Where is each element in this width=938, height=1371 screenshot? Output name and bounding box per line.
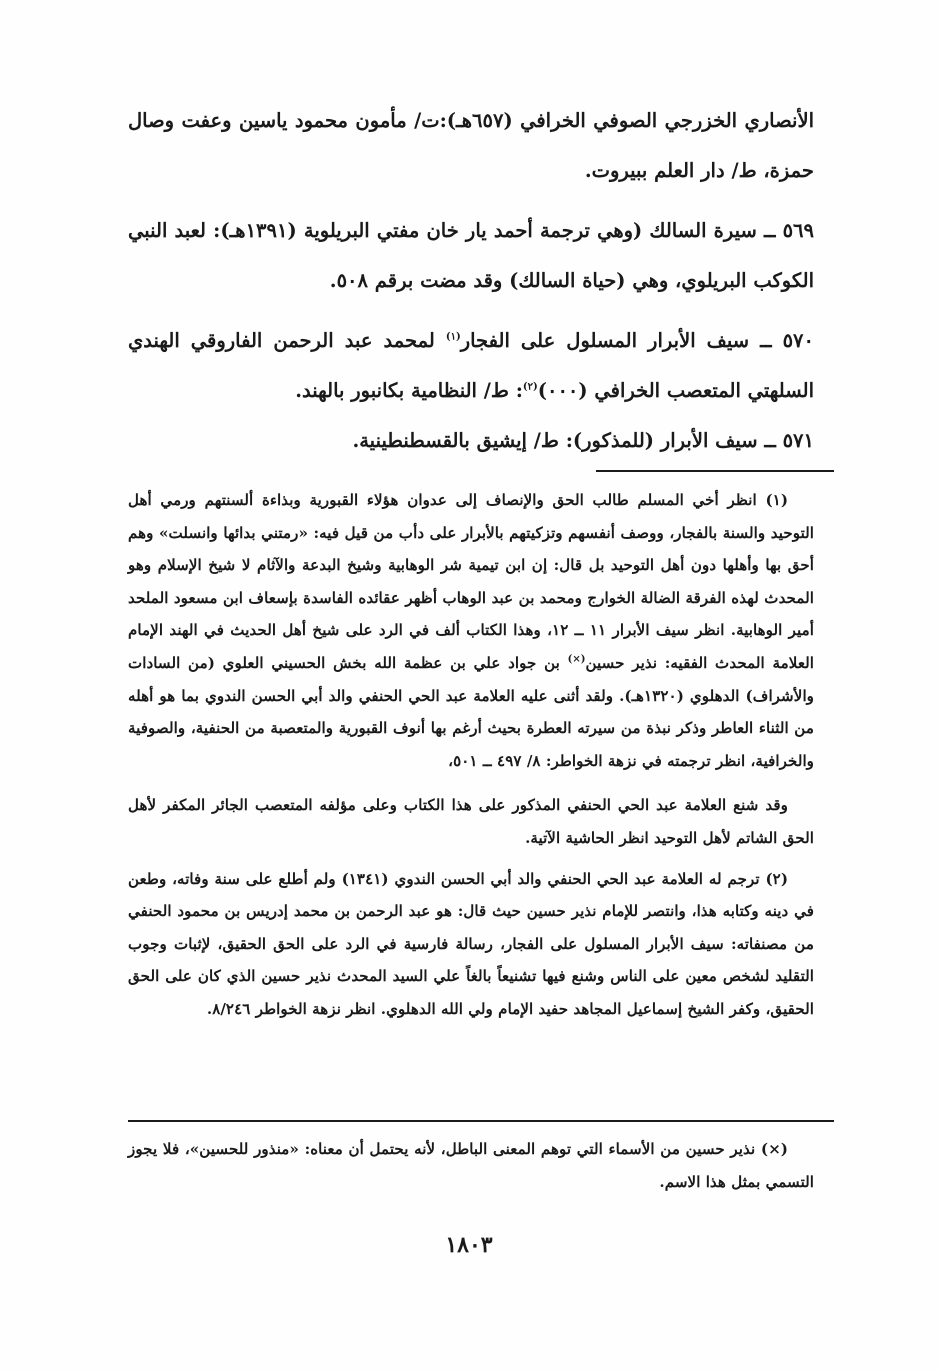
footnotes-section — [128, 484, 814, 1026]
entry-570-part2: لمحمد عبد الرحمن الفاروقي الهندي السلهتي المتعصب الخرافي (٠٠٠) — [128, 329, 814, 402]
footnote-ref-2: (٢) — [522, 381, 538, 393]
footnote-ref-x: (×) — [567, 653, 586, 665]
sub-footnotes-section — [128, 1133, 814, 1198]
entry-continuation: الأنصاري الخزرجي الصوفي الخرافي (٦٥٧هـ):ت/ مأمون محمود ياسين وعفت وصال حمزة، ط/ دار العلم ببيروت. — [128, 109, 814, 182]
footnote-1-part2: بن جواد علي بن عظمة الله بخش الحسيني العلوي (من السادات والأشراف) الدهلوي (١٣٢٠هـ). ولقد أثنى عليه العلامة عبد الحي الحنفي والد أبي الحسن الندوي بما هو أهله من الثناء العاطر وذكر نبذة من سيرته العطرة بحيث أرغم بها أنوف القبورية والمتعصبة من الحنفية، والصوفية والخرافية، انظر ترجمته في نزهة الخواطر: ٨/ ٤٩٧ ــ ٥٠١، — [128, 653, 814, 770]
entry-570-part1: ٥٧٠ ــ سيف الأبرار المسلول على الفجار — [460, 329, 814, 352]
main-text — [128, 96, 814, 466]
page-number: ١٨٠٣ — [445, 1232, 493, 1258]
footnote-x: (×) نذير حسين من الأسماء التي توهم المعنى الباطل، لأنه يحتمل أن معناه: «منذور للحسين»، فلا يجوز التسمي بمثل هذا الاسم. — [128, 1140, 814, 1191]
footnote-1 — [128, 484, 814, 777]
footnote-1-part1: (١) انظر أخي المسلم طالب الحق والإنصاف إلى عدوان هؤلاء القبورية وبذاءة ألسنتهم ورمي أهل التوحيد والسنة بالفجار، ووصف أنفسهم وتزكيتهم بالأبرار على دأب من قيل فيه: «رمتني بدائها وانسلت» وهم أحق بها وأهلها دون أهل التوحيد بل قال: إن ابن تيمية شر الوهابية وشيخ البدعة والآثام لا شيخ الإسلام وهو المحدث لهذه الفرقة الضالة الخوارج ومحمد بن عبد الوهاب أظهر عقائده الفاسدة بإسعاف ابن مسعود الملحد أمير الوهابية. انظر سيف الأبرار ١١ ــ ١٢، وهذا الكتاب ألف في الرد على شيخ أهل الحديث في الهند الإمام العلامة المحدث الفقيه: نذير حسين — [128, 491, 815, 672]
footnote-ref-1: (١) — [445, 331, 461, 343]
entry-569: ٥٦٩ ــ سيرة السالك (وهي ترجمة أحمد يار خان مفتي البريلوية (١٣٩١هـ): لعبد النبي الكوكب البريلوي، وهي (حياة السالك) وقد مضت برقم ٥٠٨. — [128, 219, 814, 292]
entry-570-part3: : ط/ النظامية بكانبور بالهند. — [295, 379, 523, 402]
entry-571: ٥٧١ ــ سيف الأبرار (للمذكور): ط/ إيشيق بالقسطنطينية. — [352, 429, 814, 452]
footnote-2: (٢) ترجم له العلامة عبد الحي الحنفي والد أبي الحسن الندوي (١٣٤١) ولم أطلع على سنة وفاته، وطعن في دينه وكتابه هذا، وانتصر للإمام نذير حسين حيث قال: هو عبد الرحمن بن محمد إدريس بن محمود الحنفي من مصنفاته: سيف الأبرار المسلول على الفجار، رسالة فارسية في الرد على الحق الحقيق، لإثبات وجوب التقليد لشخص معين على الناس وشنع فيها تشنيعاً بالغاً علي السيد المحدث نذير حسين الذي كان على الحق الحقيق، وكفر الشيخ إسماعيل المجاهد حفيد الإمام ولي الله الدهلوي. انظر نزهة الخواطر ٨/٢٤٦. — [128, 869, 814, 1018]
footnote-separator — [596, 470, 834, 472]
sub-footnote-separator — [128, 1120, 834, 1122]
footnote-1-continuation: وقد شنع العلامة عبد الحي الحنفي المذكور على هذا الكتاب وعلى مؤلفه المتعصب الجائر المكفر لأهل الحق الشاتم لأهل التوحيد انظر الحاشية الآتية. — [128, 796, 814, 847]
entry-570 — [128, 316, 814, 416]
